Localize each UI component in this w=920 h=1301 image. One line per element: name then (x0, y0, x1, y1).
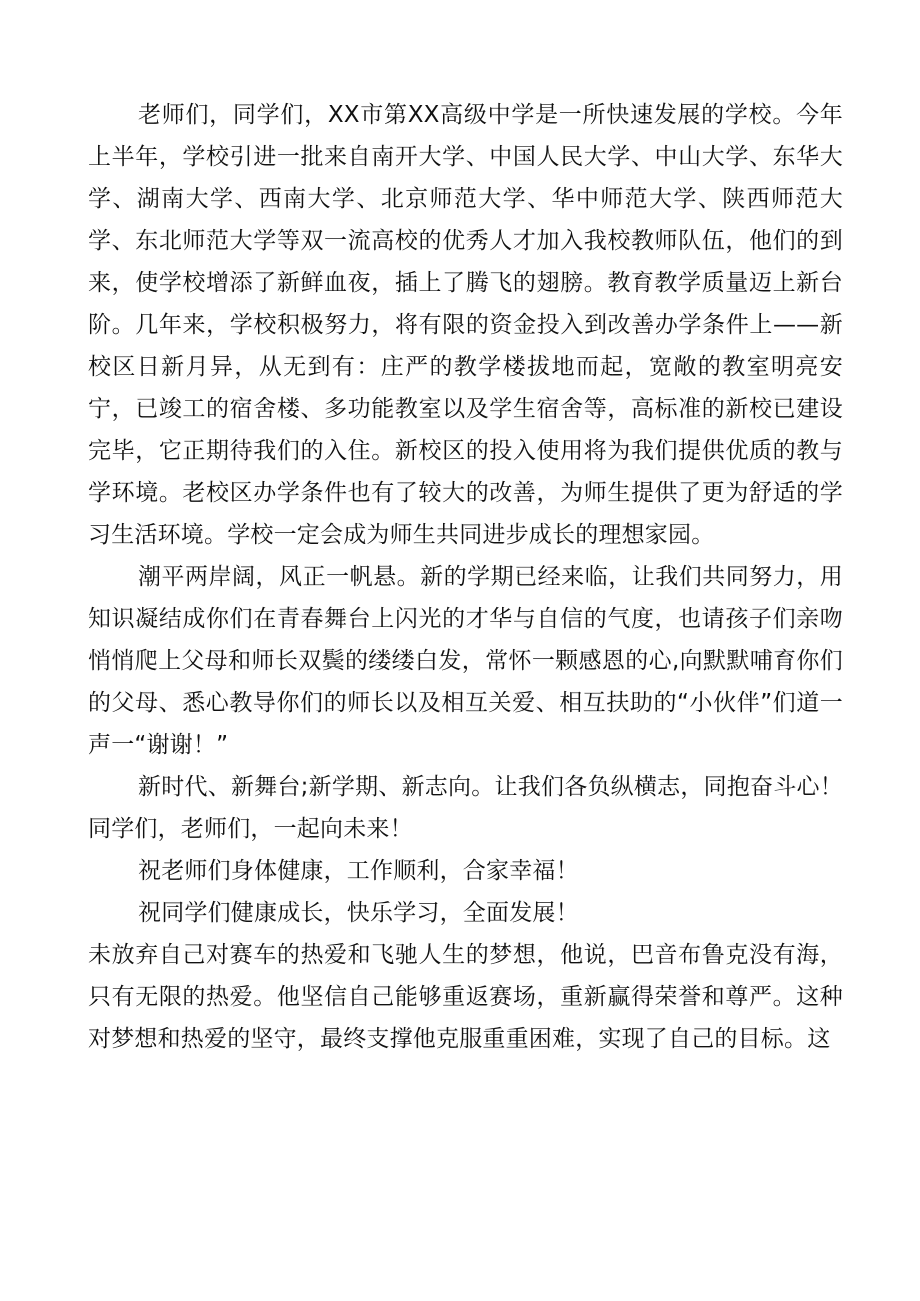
paragraph-wish-students: 祝同学们健康成长，快乐学习，全面发展！ (138, 900, 579, 926)
paragraph-new-era: 新时代、新舞台;新学期、新志向。让我们各负纵横志，同抱奋斗心！同学们，老师们，一起向未来！ (88, 774, 843, 842)
paragraph-wish-teachers: 祝老师们身体健康，工作顺利，合家幸福！ (138, 858, 579, 884)
paragraph-racing-dream: 未放弃自己对赛车的热爱和飞驰人生的梦想，他说，巴音布鲁克没有海，只有无限的热爱。他坚信自己能够重返赛场，重新赢得荣誉和尊严。这种对梦想和热爱的坚守，最终支撑他克服重重困难，实现了自己的目标。这 (88, 942, 843, 1052)
paragraph-new-semester: 潮平两岸阔，风正一帆悬。新的学期已经来临，让我们共同努力，用知识凝结成你们在青春舞台上闪光的才华与自信的气度，也请孩子们亲吻悄悄爬上父母和师长双鬓的缕缕白发，常怀一颗感恩的心,向默默哺育你们的父母、悉心教导你们的师长以及相互关爱、相互扶助的“小伙伴”们道一声一“谢谢！” (88, 564, 843, 758)
document-body (88, 94, 843, 1060)
paragraph-school-development: 老师们，同学们，XX市第XX高级中学是一所快速发展的学校。今年上半年，学校引进一批来自南开大学、中国人民大学、中山大学、东华大学、湖南大学、西南大学、北京师范大学、华中师范大学、陕西师范大学、东北师范大学等双一流高校的优秀人才加入我校教师队伍，他们的到来，使学校增添了新鲜血夜，插上了腾飞的翅膀。教育教学质量迈上新台阶。几年来，学校积极努力，将有限的资金投入到改善办学条件上——新校区日新月异，从无到有：庄严的教学楼拔地而起，宽敞的教室明亮安宁，已竣工的宿舍楼、多功能教室以及学生宿舍等，高标准的新校已建设完毕，它正期待我们的入住。新校区的投入使用将为我们提供优质的教与学环境。老校区办学条件也有了较大的改善，为师生提供了更为舒适的学习生活环境。学校一定会成为师生共同进步成长的理想家园。 (88, 102, 843, 548)
